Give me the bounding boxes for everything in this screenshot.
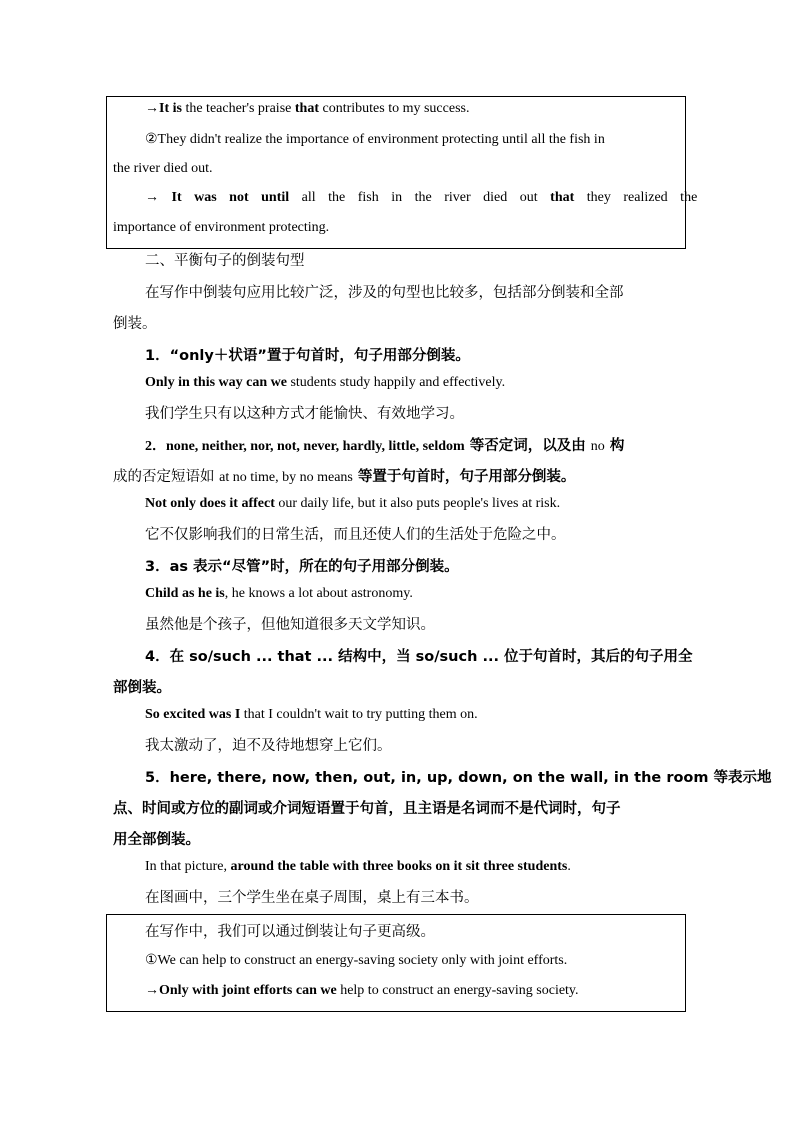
rule-4-line-1: 4．在 so/such ... that ... 结构中，当 so/such ... 位于句首时，其后的句子用全 <box>145 649 693 665</box>
rule-2-translation: 它不仅影响我们的日常生活，而且还使人们的生活处于危险之中。 <box>145 527 566 543</box>
rule-4-translation: 我太激动了，迫不及待地想穿上它们。 <box>145 738 392 754</box>
section-title: 二、平衡句子的倒装句型 <box>145 253 305 269</box>
rule-2-line-1: 2．none, neither, nor, not, never, hardly, little, seldom 等否定词，以及由 no 构 <box>145 438 625 454</box>
box2-line-1: 在写作中，我们可以通过倒装让句子更高级。 <box>145 924 435 940</box>
rule-2-example: Not only does it affect our daily life, but it also puts people's lives at risk. <box>145 496 561 511</box>
rule-5-line-3: 用全部倒装。 <box>113 832 200 848</box>
rule-3-translation: 虽然他是个孩子，但他知道很多天文学知识。 <box>145 617 435 633</box>
rule-1-example: Only in this way can we students study happily and effectively. <box>145 375 506 390</box>
intro-line-1: 在写作中倒装句应用比较广泛，涉及的句型也比较多，包括部分倒装和全部 <box>145 285 624 301</box>
rule-1: 1．“only＋状语”置于句首时，句子用部分倒装。 <box>145 348 470 364</box>
box1-line-2: ②They didn't realize the importance of environment protecting until all the fish in <box>145 132 605 147</box>
box2-line-2: ①We can help to construct an energy-saving society only with joint efforts. <box>145 953 568 968</box>
intro-line-2: 倒装。 <box>113 316 157 332</box>
rule-4-example: So excited was I that I couldn't wait to try putting them on. <box>145 707 478 722</box>
rule-2-line-2: 成的否定短语如 at no time, by no means 等置于句首时，句子用部分倒装。 <box>113 469 576 485</box>
rule-5-translation: 在图画中，三个学生坐在桌子周围，桌上有三本书。 <box>145 890 479 906</box>
rule-5-example: In that picture, around the table with three books on it sit three students. <box>145 859 571 874</box>
rule-3-example: Child as he is, he knows a lot about astronomy. <box>145 586 413 601</box>
box1-line-3: the river died out. <box>113 161 213 176</box>
rule-3: 3．as 表示“尽管”时，所在的句子用部分倒装。 <box>145 559 459 575</box>
rule-5-line-2: 点、时间或方位的副词或介词短语置于句首，且主语是名词而不是代词时，句子 <box>113 801 621 817</box>
rule-1-translation: 我们学生只有以这种方式才能愉快、有效地学习。 <box>145 406 464 422</box>
box1-line-1: →It is the teacher's praise that contributes to my success. <box>145 101 470 116</box>
rule-4-line-2: 部倒装。 <box>113 680 171 696</box>
box1-line-4: → It was not until all the fish in the river died out that they realized the <box>145 190 698 205</box>
box2-line-3: →Only with joint efforts can we help to construct an energy-saving society. <box>145 983 579 998</box>
box1-line-5: importance of environment protecting. <box>113 220 330 235</box>
rule-5-line-1: 5．here, there, now, then, out, in, up, down, on the wall, in the room 等表示地 <box>145 770 772 786</box>
